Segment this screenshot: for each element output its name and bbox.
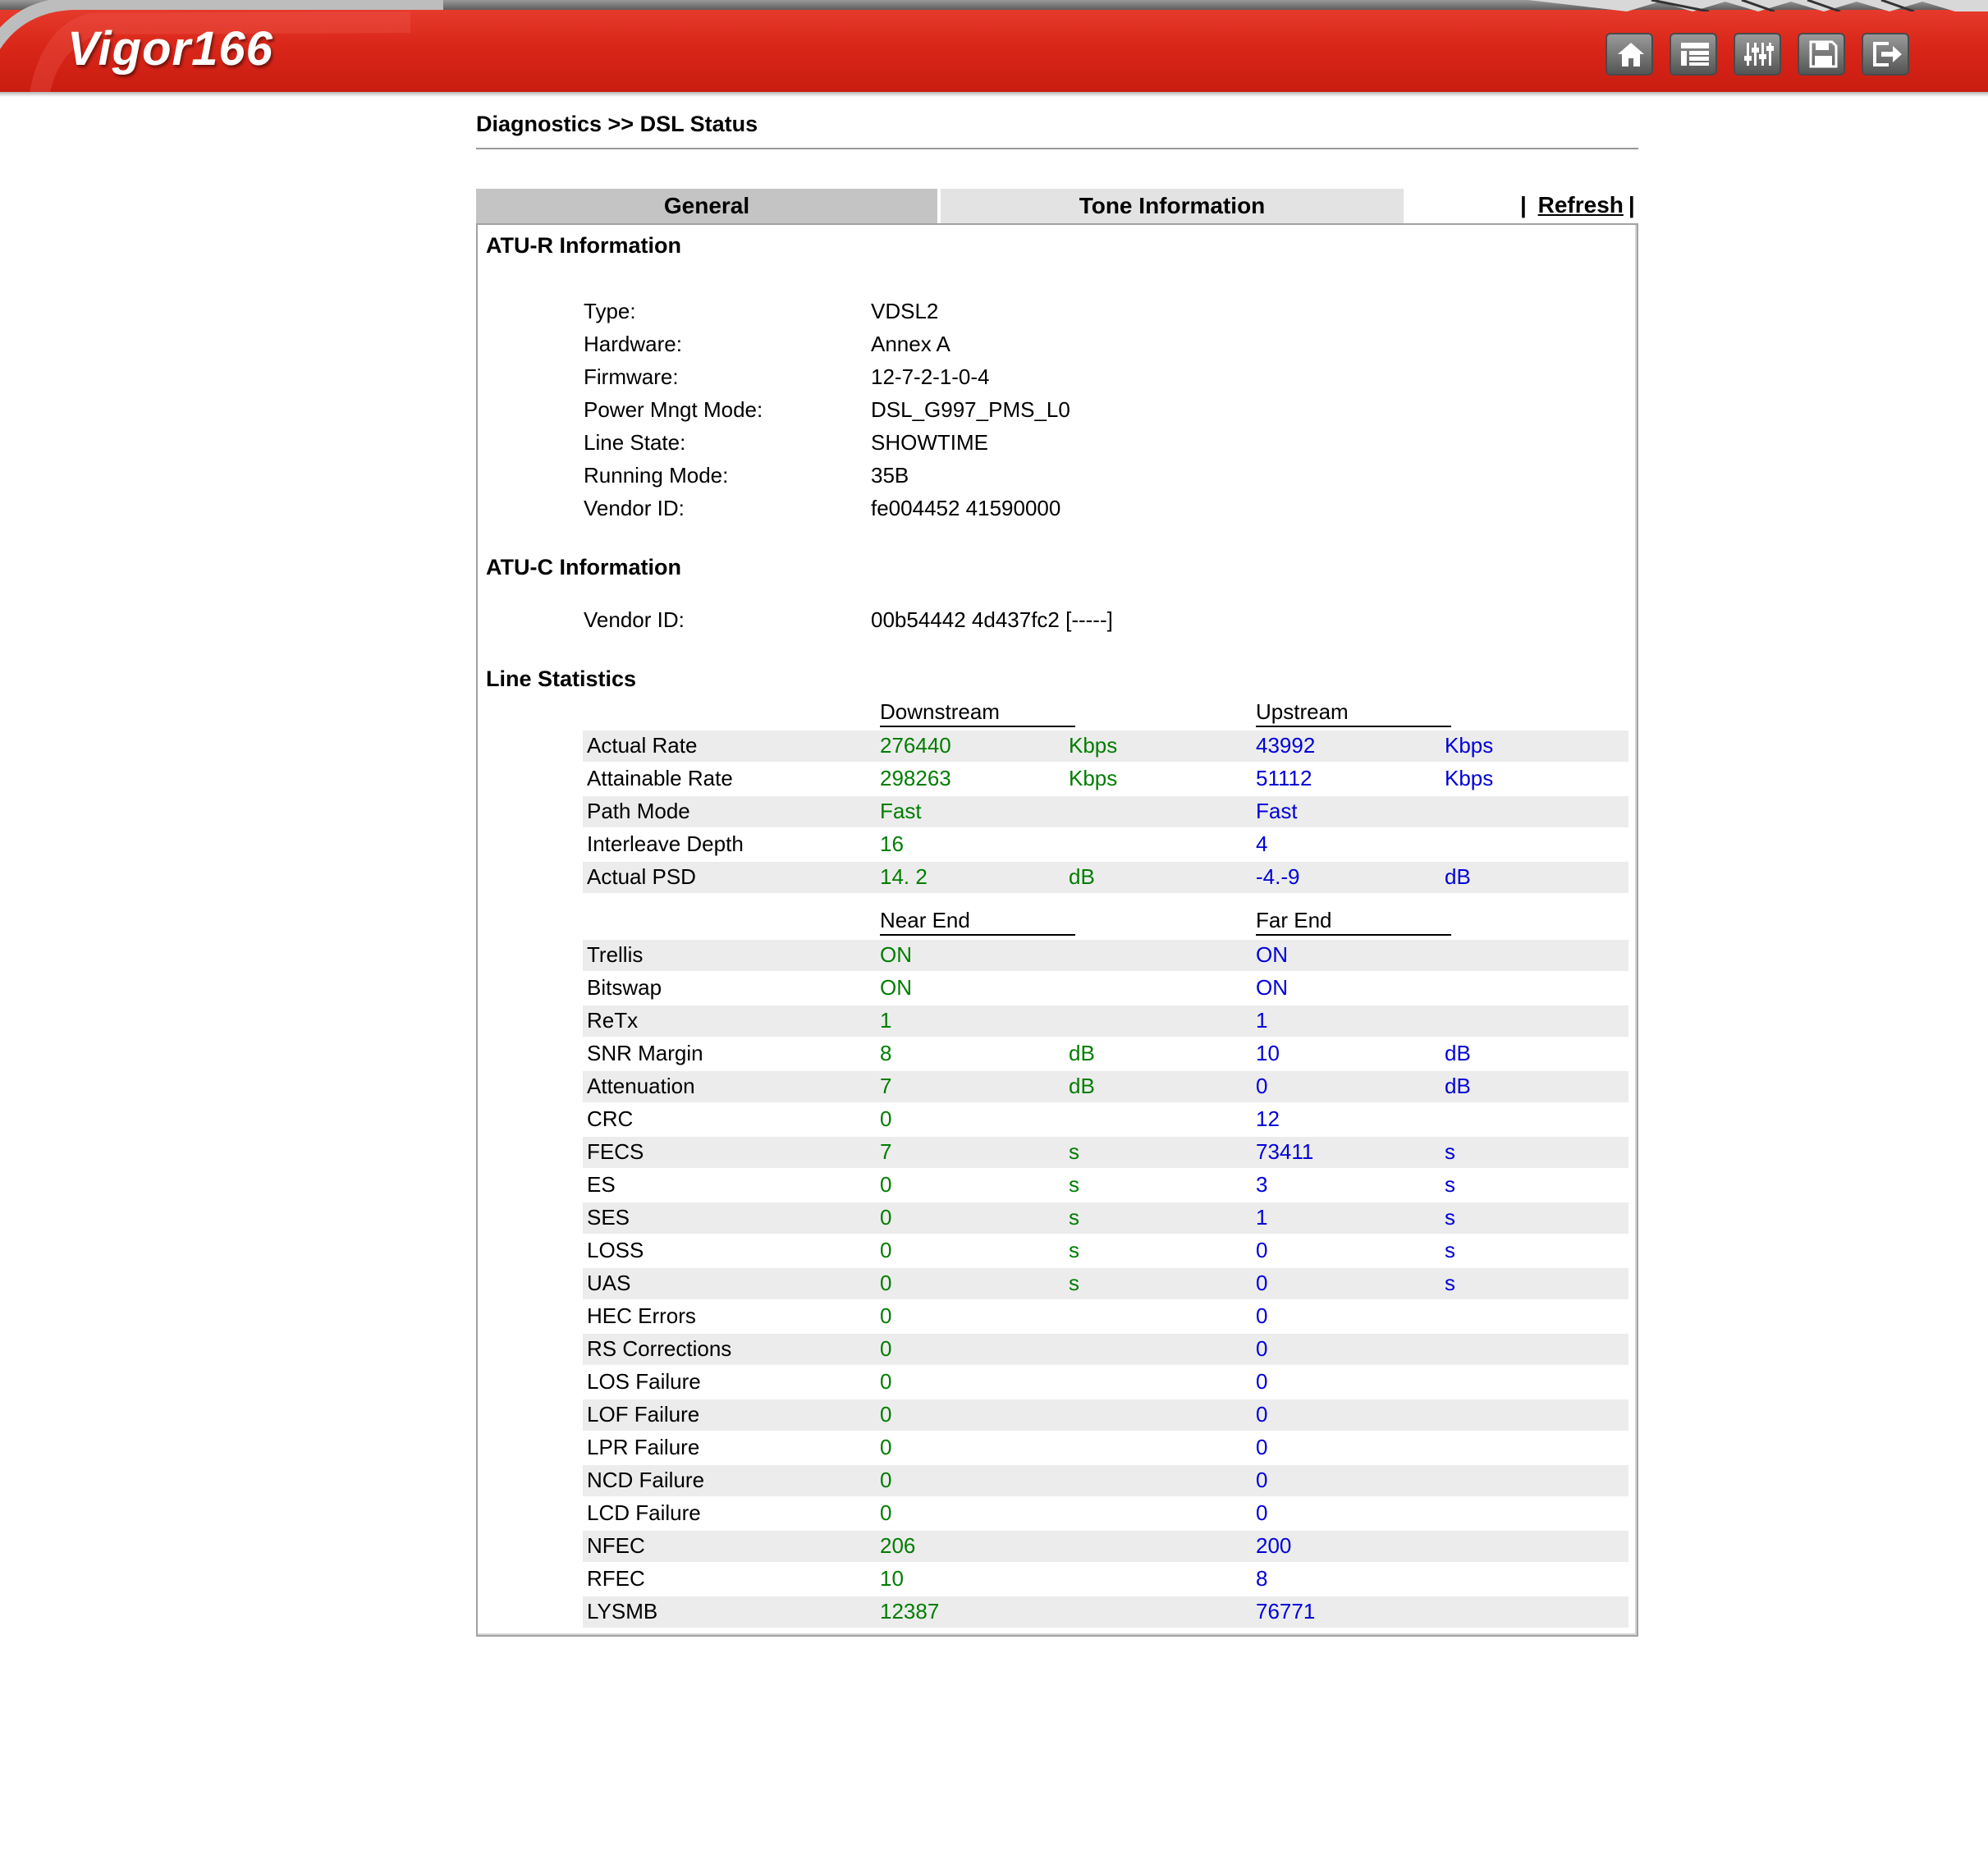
stat-label: LYSMB xyxy=(587,1599,658,1624)
stat-row xyxy=(583,1367,1628,1398)
stat-upstream-value: Fast xyxy=(1256,799,1298,823)
stat-upstream-value: 10 xyxy=(1256,1041,1280,1065)
header-shadow xyxy=(0,92,1988,97)
stat-label: UAS xyxy=(587,1271,631,1295)
stat-downstream-value: 10 xyxy=(880,1566,904,1591)
stat-row xyxy=(583,1137,1628,1168)
stat-label: SES xyxy=(587,1205,630,1230)
stat-downstream-value: Fast xyxy=(880,799,922,823)
home-icon xyxy=(1615,39,1647,69)
stat-downstream-unit: s xyxy=(1069,1238,1079,1262)
header-corner-decoration xyxy=(1528,0,1988,11)
stat-row xyxy=(583,1268,1628,1299)
stat-upstream-value: 51112 xyxy=(1256,766,1312,790)
stat-row xyxy=(583,1334,1628,1365)
atur-firmware-label: Firmware: xyxy=(584,364,679,389)
stat-upstream-unit: dB xyxy=(1445,864,1471,889)
atuc-vendor-id-value: 00b54442 4d437fc2 [-----] xyxy=(871,607,1113,632)
stat-downstream-value: 16 xyxy=(880,831,904,856)
stat-row xyxy=(583,1596,1628,1628)
stat-downstream-unit: Kbps xyxy=(1069,733,1118,758)
logout-icon xyxy=(1871,39,1903,69)
stat-label: NFEC xyxy=(587,1533,645,1558)
stat-downstream-unit: dB xyxy=(1069,1074,1095,1098)
stat-label: HEC Errors xyxy=(587,1303,696,1328)
stat-upstream-value: 0 xyxy=(1256,1336,1268,1361)
stat-upstream-value: 0 xyxy=(1256,1500,1268,1525)
stat-label: Attainable Rate xyxy=(587,766,733,790)
stat-row xyxy=(583,731,1628,762)
stat-row xyxy=(583,1235,1628,1266)
stat-label: RFEC xyxy=(587,1566,645,1591)
stat-upstream-value: 0 xyxy=(1256,1303,1268,1328)
stat-row xyxy=(583,829,1628,860)
stat-row xyxy=(583,763,1628,795)
atur-vendor-id-value: fe004452 41590000 xyxy=(871,496,1061,520)
stat-downstream-value: 0 xyxy=(880,1435,892,1459)
app-logo: Vigor166 xyxy=(67,22,273,76)
stat-row xyxy=(583,1071,1628,1102)
stat-label: Actual PSD xyxy=(587,864,696,889)
stat-row xyxy=(583,1531,1628,1562)
stat-downstream-value: 0 xyxy=(880,1238,892,1262)
stat-downstream-value: 0 xyxy=(880,1402,892,1427)
near-end-header: Near End xyxy=(880,908,1075,936)
stat-upstream-value: 76771 xyxy=(1256,1599,1316,1624)
stat-label: Interleave Depth xyxy=(587,831,744,856)
stat-label: Path Mode xyxy=(587,799,690,823)
stat-upstream-value: 1 xyxy=(1256,1205,1268,1230)
stat-downstream-value: 0 xyxy=(880,1468,892,1492)
home-button[interactable] xyxy=(1606,33,1653,76)
stat-row xyxy=(583,1432,1628,1463)
stat-upstream-value: 73411 xyxy=(1256,1139,1314,1164)
far-end-header: Far End xyxy=(1256,908,1451,936)
stat-downstream-value: 0 xyxy=(880,1303,892,1328)
stat-upstream-value: 0 xyxy=(1256,1369,1268,1394)
save-button[interactable] xyxy=(1798,33,1845,76)
stat-label: LPR Failure xyxy=(587,1435,700,1459)
stat-upstream-value: 4 xyxy=(1256,831,1268,856)
stat-downstream-value: 206 xyxy=(880,1533,916,1558)
stat-upstream-value: -4.-9 xyxy=(1256,864,1300,889)
save-icon xyxy=(1807,39,1839,69)
upstream-header: Upstream xyxy=(1256,699,1451,727)
stat-row xyxy=(583,1038,1628,1069)
tab-tone-information[interactable]: Tone Information xyxy=(941,189,1404,223)
stat-upstream-value: 0 xyxy=(1256,1468,1268,1492)
atur-type-label: Type: xyxy=(584,299,636,323)
downstream-header: Downstream xyxy=(880,699,1075,727)
atur-vendor-id-label: Vendor ID: xyxy=(584,496,685,520)
atur-hardware-value: Annex A xyxy=(871,332,950,356)
stat-row xyxy=(583,1301,1628,1332)
atur-type-value: VDSL2 xyxy=(871,299,939,323)
stat-row xyxy=(583,1170,1628,1201)
stat-upstream-value: 0 xyxy=(1256,1271,1268,1295)
stat-label: Actual Rate xyxy=(587,733,698,758)
stat-row xyxy=(583,1399,1628,1431)
atur-hardware-label: Hardware: xyxy=(584,332,682,356)
stat-downstream-value: 0 xyxy=(880,1500,892,1525)
stat-row xyxy=(583,1202,1628,1234)
logout-button[interactable] xyxy=(1862,33,1909,76)
stat-downstream-value: 0 xyxy=(880,1172,892,1197)
stat-label: ReTx xyxy=(587,1008,639,1033)
stat-label: LCD Failure xyxy=(587,1500,701,1525)
stat-row xyxy=(583,1498,1628,1529)
top-header xyxy=(0,0,1988,97)
stat-upstream-unit: dB xyxy=(1445,1074,1471,1098)
stat-downstream-unit: s xyxy=(1069,1139,1079,1164)
stat-upstream-value: 200 xyxy=(1256,1533,1292,1558)
stat-downstream-value: ON xyxy=(880,975,912,1000)
stat-downstream-unit: Kbps xyxy=(1069,766,1118,790)
atur-line-state-value: SHOWTIME xyxy=(871,430,988,455)
stat-label: FECS xyxy=(587,1139,644,1164)
stat-upstream-unit: Kbps xyxy=(1445,766,1494,790)
stat-upstream-unit: s xyxy=(1445,1139,1455,1164)
settings-sliders-icon xyxy=(1743,39,1775,69)
atuc-section-title: ATU-C Information xyxy=(486,555,681,579)
stat-downstream-unit: dB xyxy=(1069,864,1095,889)
stat-label: LOF Failure xyxy=(587,1402,700,1427)
stat-label: Trellis xyxy=(587,942,644,967)
stat-downstream-value: 0 xyxy=(880,1106,892,1131)
refresh-pipe-left: | xyxy=(1520,192,1527,218)
stat-upstream-unit: s xyxy=(1445,1205,1455,1230)
atur-running-mode-label: Running Mode: xyxy=(584,463,729,488)
stat-label: CRC xyxy=(587,1106,634,1131)
stat-label: Bitswap xyxy=(587,975,662,1000)
stat-downstream-value: ON xyxy=(880,942,912,967)
atur-running-mode-value: 35B xyxy=(871,463,909,488)
stat-downstream-unit: s xyxy=(1069,1271,1079,1295)
stat-downstream-unit: dB xyxy=(1069,1041,1095,1065)
stat-downstream-unit: s xyxy=(1069,1205,1079,1230)
menu-icon xyxy=(1679,39,1711,69)
stat-row xyxy=(583,1104,1628,1135)
stat-upstream-unit: s xyxy=(1445,1238,1455,1262)
stat-row xyxy=(583,862,1628,893)
stat-upstream-value: 0 xyxy=(1256,1238,1268,1262)
stat-downstream-value: 276440 xyxy=(880,733,951,758)
stat-upstream-value: 0 xyxy=(1256,1435,1268,1459)
stat-upstream-value: 0 xyxy=(1256,1402,1268,1427)
stat-row xyxy=(583,973,1628,1004)
stat-downstream-value: 12387 xyxy=(880,1599,940,1624)
stat-row xyxy=(583,1564,1628,1595)
stat-label: SNR Margin xyxy=(587,1041,703,1065)
stat-downstream-value: 0 xyxy=(880,1369,892,1394)
stat-downstream-value: 14. 2 xyxy=(880,864,928,889)
stat-downstream-value: 0 xyxy=(880,1336,892,1361)
stat-upstream-value: 43992 xyxy=(1256,733,1316,758)
stat-downstream-value: 1 xyxy=(880,1008,892,1033)
menu-button[interactable] xyxy=(1670,33,1717,76)
stat-upstream-value: ON xyxy=(1256,942,1288,967)
atuc-vendor-id-label: Vendor ID: xyxy=(584,607,685,632)
stat-row xyxy=(583,1005,1628,1037)
stat-label: LOSS xyxy=(587,1238,644,1262)
stat-label: NCD Failure xyxy=(587,1468,705,1492)
settings-button[interactable] xyxy=(1734,33,1781,76)
breadcrumb: Diagnostics >> DSL Status xyxy=(476,112,758,136)
stat-upstream-value: 8 xyxy=(1256,1566,1268,1591)
stat-upstream-value: 3 xyxy=(1256,1172,1268,1197)
stat-label: RS Corrections xyxy=(587,1336,732,1361)
stat-downstream-value: 7 xyxy=(880,1074,892,1098)
line-statistics-title: Line Statistics xyxy=(486,666,637,691)
atur-firmware-value: 12-7-2-1-0-4 xyxy=(871,364,990,389)
atur-power-mode-value: DSL_G997_PMS_L0 xyxy=(871,397,1070,422)
stat-row xyxy=(583,940,1628,971)
stat-upstream-value: 1 xyxy=(1256,1008,1268,1033)
refresh-area xyxy=(1520,192,1635,218)
stat-upstream-value: 12 xyxy=(1256,1106,1280,1131)
stat-downstream-value: 8 xyxy=(880,1041,892,1065)
stat-downstream-value: 7 xyxy=(880,1139,892,1164)
stat-upstream-unit: s xyxy=(1445,1172,1455,1197)
atur-line-state-label: Line State: xyxy=(584,430,686,455)
breadcrumb-divider xyxy=(476,148,1638,149)
atur-section-title: ATU-R Information xyxy=(486,233,681,258)
stat-downstream-value: 0 xyxy=(880,1271,892,1295)
stat-downstream-value: 298263 xyxy=(880,766,951,790)
stat-upstream-value: 0 xyxy=(1256,1074,1268,1098)
stat-downstream-unit: s xyxy=(1069,1172,1079,1197)
stat-row xyxy=(583,796,1628,827)
stat-label: ES xyxy=(587,1172,616,1197)
refresh-pipe-right: | xyxy=(1628,192,1635,218)
refresh-link[interactable]: Refresh xyxy=(1537,192,1624,218)
stat-upstream-unit: s xyxy=(1445,1271,1455,1295)
stat-label: LOS Failure xyxy=(587,1369,701,1394)
atur-power-mode-label: Power Mngt Mode: xyxy=(584,397,763,422)
stat-upstream-value: ON xyxy=(1256,975,1288,1000)
stat-row xyxy=(583,1465,1628,1496)
tab-general[interactable]: General xyxy=(476,189,937,223)
stat-upstream-unit: dB xyxy=(1445,1041,1471,1065)
stat-label: Attenuation xyxy=(587,1074,695,1098)
stat-upstream-unit: Kbps xyxy=(1445,733,1494,758)
stat-downstream-value: 0 xyxy=(880,1205,892,1230)
